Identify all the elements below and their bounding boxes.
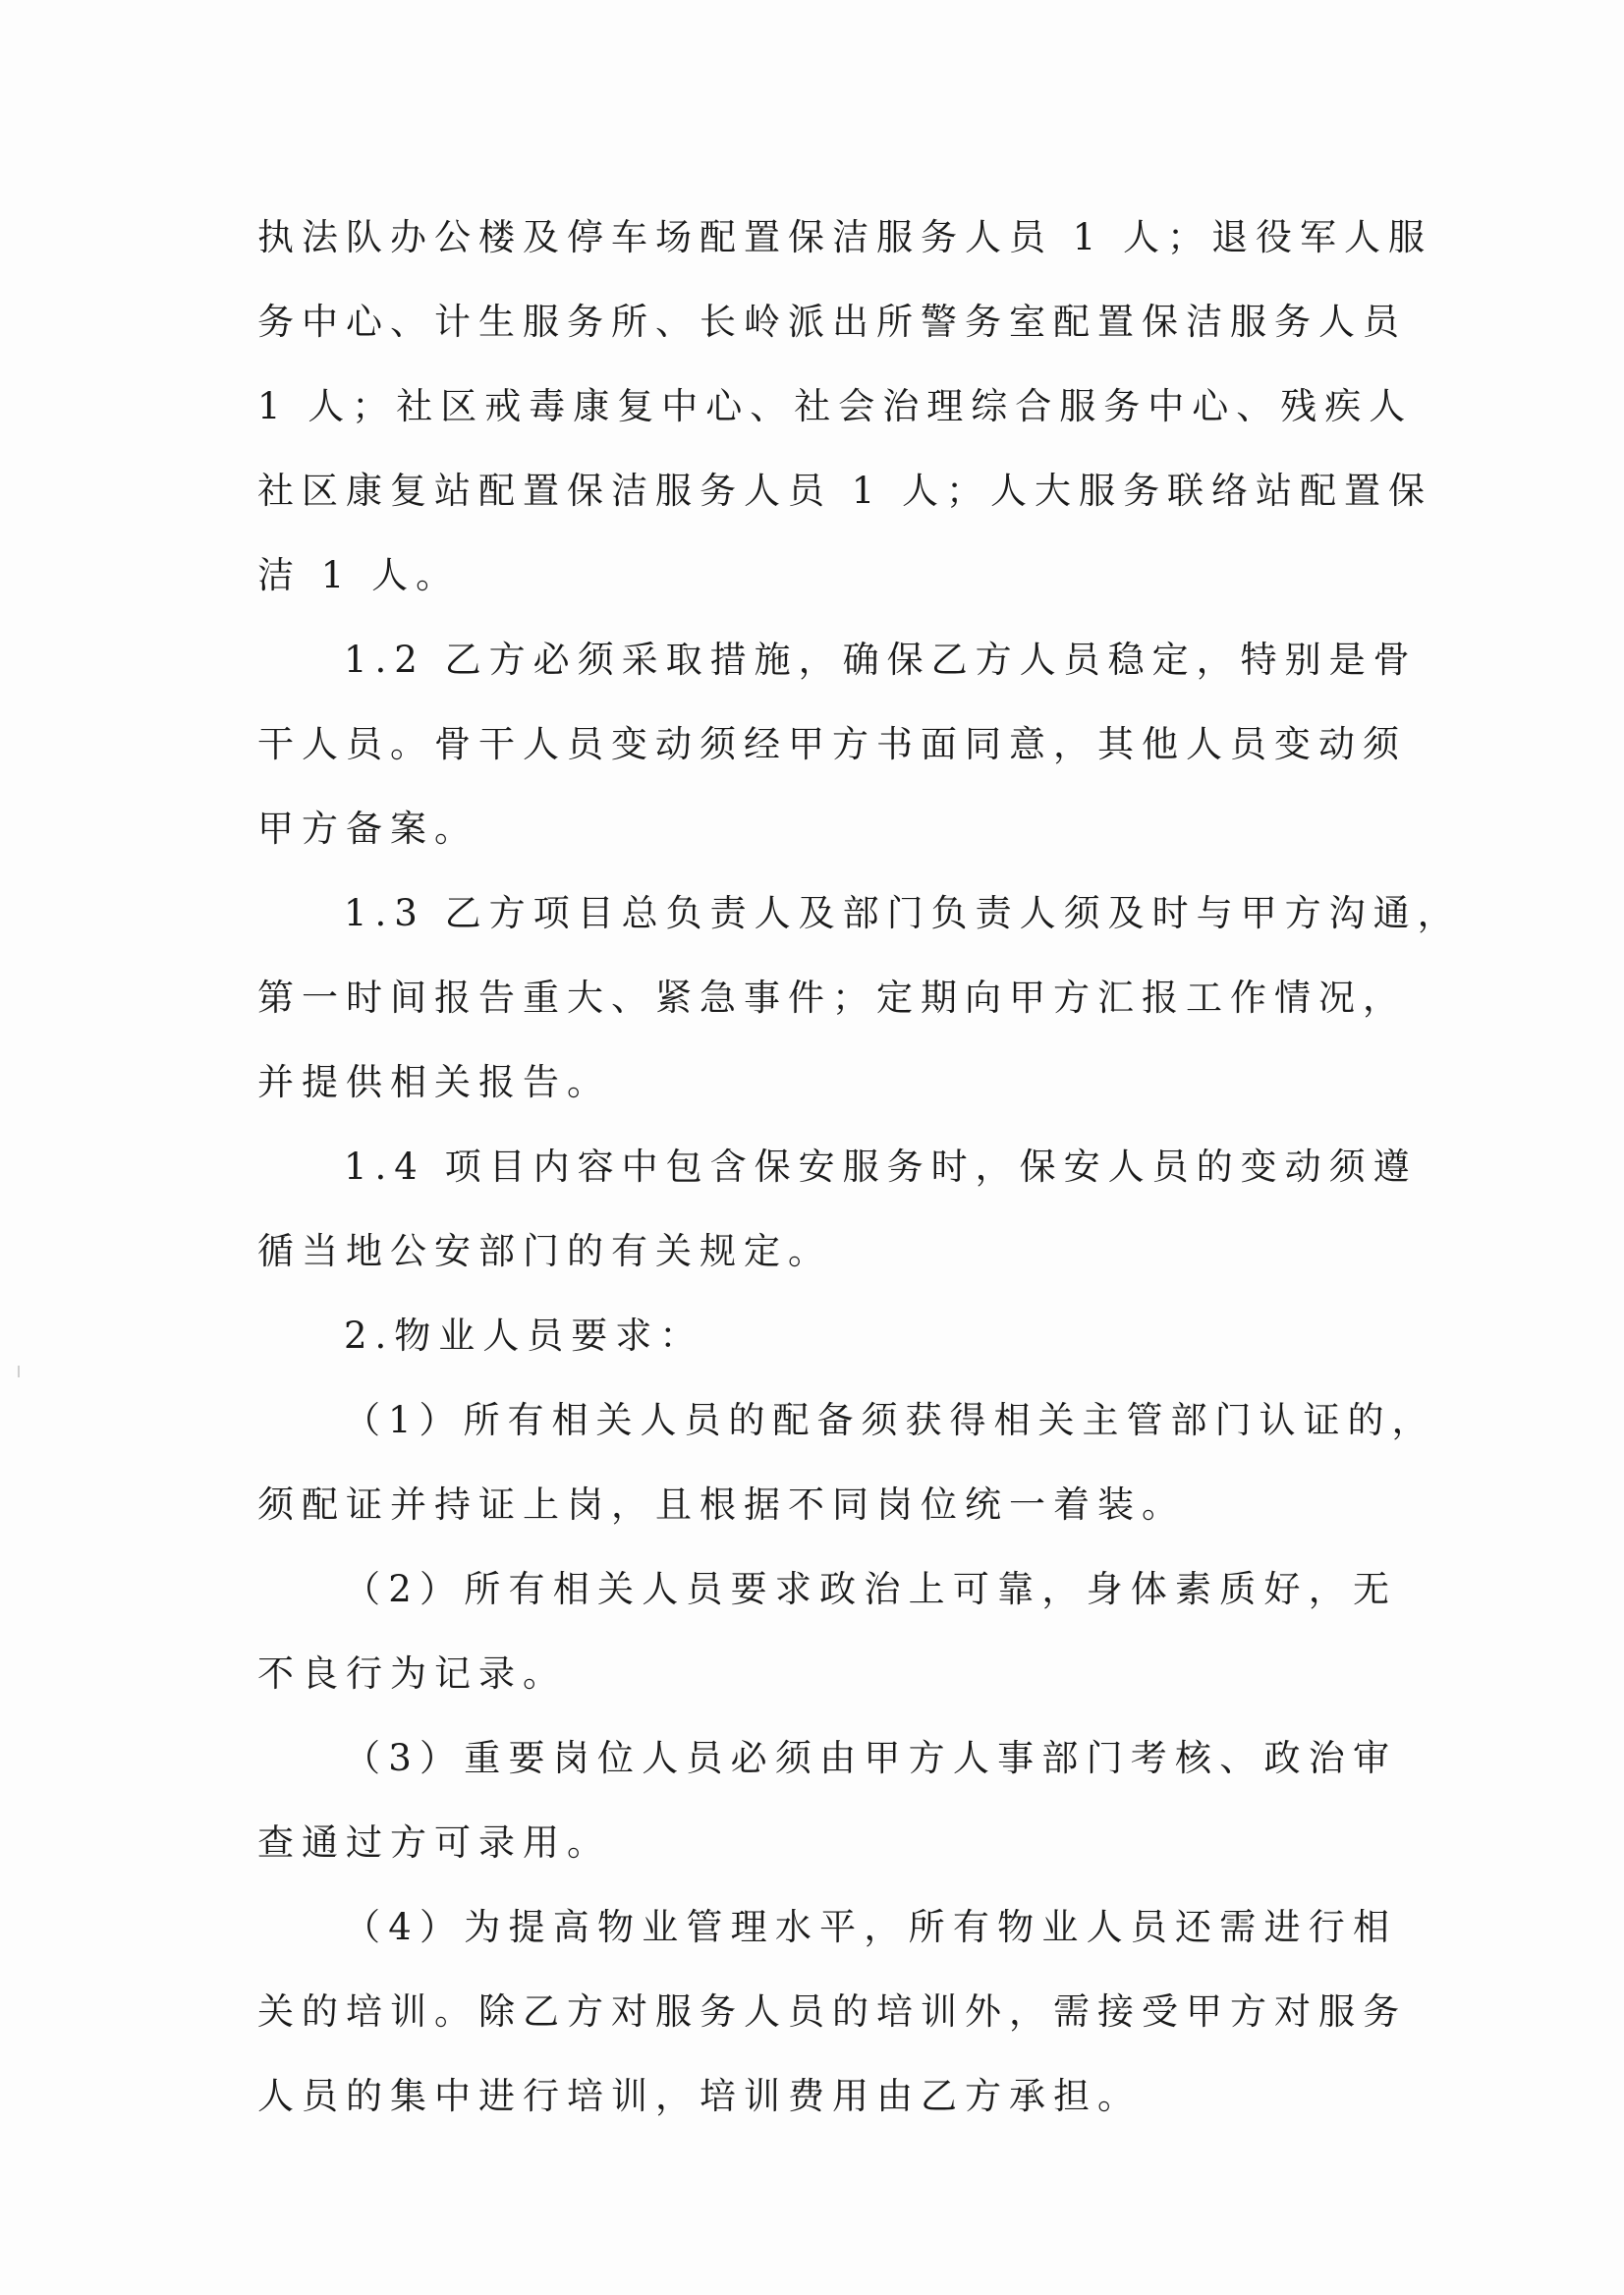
item-1-line: （1）所有相关人员的配备须获得相关主管部门认证的， [344,1399,1436,1441]
text-line: 不良行为记录。 [257,1652,567,1695]
paragraph-1-4-line: 1.4 项目内容中包含保安服务时，保安人员的变动须遵 [344,1146,1418,1188]
item-3-line: （3）重要岗位人员必须由甲方人事部门考核、政治审 [344,1737,1397,1779]
text-line: 洁 1 人。 [257,554,461,596]
text-line: 务中心、计生服务所、长岭派出所警务室配置保洁服务人员 [257,301,1407,343]
text-line: 甲方备案。 [257,808,478,850]
text-line: 人员的集中进行培训，培训费用由乙方承担。 [257,2075,1142,2117]
paragraph-1-2-line: 1.2 乙方必须采取措施，确保乙方人员稳定，特别是骨 [344,639,1418,681]
text-line: 1 人；社区戒毒康复中心、社会治理综合服务中心、残疾人 [257,385,1414,427]
text-line: 并提供相关报告。 [257,1061,611,1103]
text-line: 查通过方可录用。 [257,1821,611,1864]
scan-artifact [18,1366,20,1377]
text-line: 关的培训。除乙方对服务人员的培训外，需接受甲方对服务 [257,1990,1407,2033]
text-line: 须配证并持证上岗，且根据不同岗位统一着装。 [257,1483,1186,1526]
text-line: 循当地公安部门的有关规定。 [257,1230,832,1272]
text-line: 干人员。骨干人员变动须经甲方书面同意，其他人员变动须 [257,723,1407,765]
item-2-line: （2）所有相关人员要求政治上可靠，身体素质好，无 [344,1568,1397,1610]
paragraph-1-3-line: 1.3 乙方项目总负责人及部门负责人须及时与甲方沟通， [344,892,1462,934]
section-heading: 2.物业人员要求： [344,1315,704,1357]
text-line: 第一时间报告重大、紧急事件；定期向甲方汇报工作情况， [257,977,1407,1019]
item-4-line: （4）为提高物业管理水平，所有物业人员还需进行相 [344,1906,1397,1948]
text-line: 执法队办公楼及停车场配置保洁服务人员 1 人；退役军人服 [257,216,1433,258]
text-line: 社区康复站配置保洁服务人员 1 人；人大服务联络站配置保 [257,470,1433,512]
